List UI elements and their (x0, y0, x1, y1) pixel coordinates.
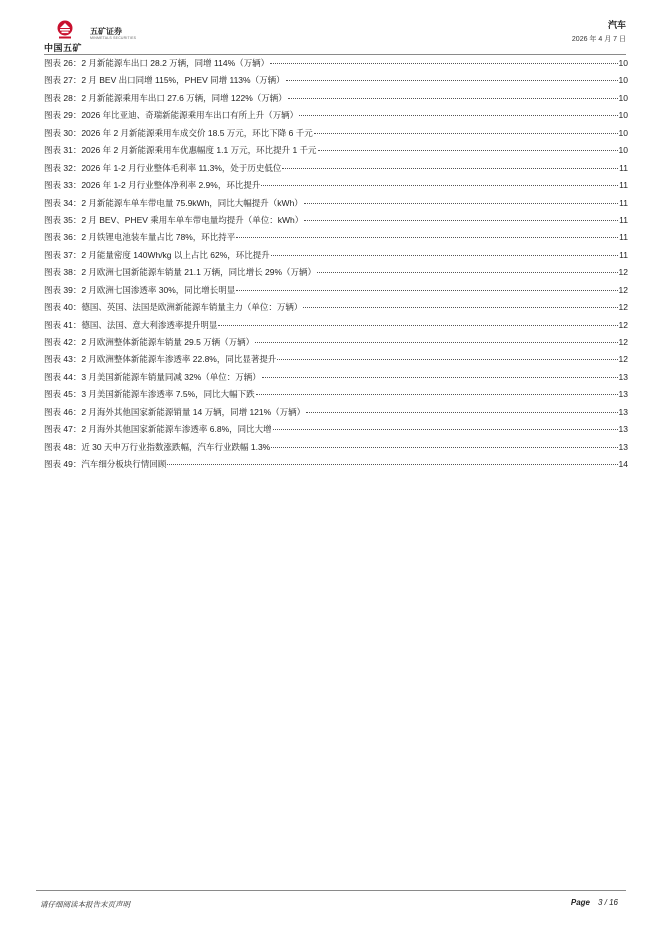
toc-entry-label: 图表 40：德国、英国、法国是欧洲新能源车销量主力（单位：万辆） (44, 302, 303, 313)
page-header (0, 0, 662, 55)
toc-entry-page: 12 (618, 284, 628, 295)
toc-entry-page: 12 (618, 337, 628, 347)
toc-dot-leader (299, 115, 617, 116)
toc-entry[interactable] (44, 92, 628, 109)
toc-entry-label: 图表 36：2 月铁锂电池装车量占比 78%，环比持平 (44, 232, 236, 243)
toc-entry-label: 图表 48：近 30 天申万行业指数涨跌幅，汽车行业跌幅 1.3% (44, 441, 271, 452)
toc-entry-label: 图表 44：3 月美国新能源车销量同减 32%（单位：万辆） (44, 371, 261, 382)
toc-entry[interactable] (44, 301, 628, 318)
toc-entry[interactable] (44, 423, 628, 440)
toc-entry[interactable] (44, 319, 628, 336)
toc-entry-page: 11 (619, 214, 628, 225)
toc-entry[interactable] (44, 458, 628, 475)
toc-dot-leader (303, 307, 617, 308)
toc-entry-page: 13 (618, 406, 628, 417)
toc-dot-leader (304, 203, 618, 204)
toc-dot-leader (218, 325, 617, 326)
footer-divider (36, 890, 626, 891)
toc-entry-label: 图表 47：2 月海外其他国家新能源车渗透率 6.8%，同比大增 (44, 424, 272, 435)
toc-dot-leader (304, 220, 618, 221)
report-sector: 汽车 (607, 20, 626, 30)
brand-name-en: MINMETALS SECURITIES (90, 36, 137, 40)
company-name-cn: 中国五矿 (44, 43, 83, 53)
toc-entry[interactable] (44, 109, 628, 126)
toc-entry-label: 图表 34：2 月新能源车单车带电量 75.9kWh，同比大幅提升（kWh） (44, 197, 303, 208)
toc-entry-page: 12 (618, 319, 628, 330)
toc-entry[interactable] (44, 353, 628, 370)
toc-dot-leader (317, 272, 617, 273)
toc-entry-label: 图表 30：2026 年 2 月新能源乘用车成交价 18.5 万元，环比下降 6 千元 (44, 127, 313, 138)
minmetals-logo-icon (56, 20, 74, 40)
toc-entry[interactable] (44, 388, 628, 405)
toc-dot-leader (271, 255, 618, 256)
toc-entry-label: 图表 46：2 月海外其他国家新能源销量 14 万辆，同增 121%（万辆） (44, 406, 306, 417)
toc-dot-leader (306, 412, 617, 413)
toc-entry[interactable] (44, 214, 628, 231)
toc-entry[interactable] (44, 197, 628, 214)
toc-entry-page: 10 (618, 92, 628, 103)
toc-entry-page: 11 (619, 197, 628, 208)
toc-entry-label: 图表 45：3 月美国新能源车渗透率 7.5%，同比大幅下跌 (44, 389, 255, 400)
toc-entry[interactable] (44, 371, 628, 388)
toc-entry[interactable] (44, 179, 628, 196)
report-date: 2026 年 4 月 7 日 (571, 36, 626, 43)
toc-entry-label: 图表 37：2 月能量密度 140Wh/kg 以上占比 62%，环比提升 (44, 249, 270, 260)
toc-entry[interactable] (44, 74, 628, 91)
toc-dot-leader (277, 359, 617, 360)
toc-entry-page: 13 (618, 389, 628, 400)
toc-dot-leader (256, 394, 618, 395)
page-number: 3 / 16 (597, 898, 618, 907)
toc-entry-page: 13 (618, 441, 628, 452)
toc-dot-leader (314, 133, 618, 134)
toc-entry-label: 图表 29：2026 年比亚迪、奇瑞新能源乘用车出口有所上升（万辆） (44, 110, 299, 121)
toc-entry[interactable] (44, 266, 628, 283)
toc-entry-page: 11 (619, 180, 628, 191)
toc-entry[interactable] (44, 144, 628, 161)
toc-dot-leader (271, 447, 617, 448)
toc-entry-label: 图表 41：德国、法国、意大利渗透率提升明显 (44, 319, 218, 330)
toc-dot-leader (270, 63, 617, 64)
toc-entry-page: 13 (618, 371, 628, 382)
toc-dot-leader (236, 290, 617, 291)
toc-entry-page: 12 (618, 302, 628, 313)
toc-entry-page: 11 (619, 249, 628, 260)
toc-dot-leader (273, 429, 618, 430)
toc-entry-page: 10 (618, 110, 628, 121)
toc-entry[interactable] (44, 162, 628, 179)
toc-entry[interactable] (44, 441, 628, 458)
header-divider (44, 54, 626, 55)
toc-dot-leader (262, 377, 618, 378)
toc-entry-page: 12 (618, 354, 628, 365)
toc-entry-label: 图表 32：2026 年 1-2 月行业整体毛利率 11.3%，处于历史低位 (44, 162, 282, 173)
table-of-figures (44, 57, 628, 476)
toc-entry[interactable] (44, 406, 628, 423)
page-label: Page (570, 898, 590, 907)
toc-dot-leader (288, 98, 618, 99)
toc-dot-leader (318, 150, 618, 151)
toc-entry-label: 图表 27：2 月 BEV 出口同增 115%，PHEV 同增 113%（万辆） (44, 75, 285, 86)
footer-disclaimer: 请仔细阅读本报告末页声明 (40, 900, 130, 909)
toc-entry[interactable] (44, 231, 628, 248)
toc-entry-label: 图表 31：2026 年 2 月新能源乘用车优惠幅度 1.1 万元，环比提升 1 千元 (44, 145, 317, 156)
brand-name-cn: 五矿证券 (90, 27, 122, 36)
toc-entry-page: 10 (618, 75, 628, 86)
toc-dot-leader (236, 237, 618, 238)
toc-dot-leader (282, 168, 618, 169)
toc-entry-page: 11 (619, 232, 628, 243)
toc-entry-page: 12 (618, 267, 628, 278)
toc-entry[interactable] (44, 284, 628, 301)
toc-entry-label: 图表 43：2 月欧洲整体新能源车渗透率 22.8%，同比显著提升 (44, 354, 277, 365)
toc-dot-leader (286, 80, 618, 81)
toc-entry-page: 13 (618, 424, 628, 435)
toc-entry-label: 图表 35：2 月 BEV、PHEV 乘用车单车带电量均提升（单位：kWh） (44, 214, 304, 225)
page-indicator (571, 898, 618, 907)
toc-entry-label: 图表 28：2 月新能源乘用车出口 27.6 万辆，同增 122%（万辆） (44, 92, 287, 103)
toc-entry-label: 图表 33：2026 年 1-2 月行业整体净利率 2.9%，环比提升 (44, 180, 261, 191)
toc-entry-label: 图表 38：2 月欧洲七国新能源车销量 21.1 万辆，同比增长 29%（万辆） (44, 267, 317, 278)
toc-entry-label: 图表 39：2 月欧洲七国渗透率 30%，同比增长明显 (44, 284, 236, 295)
toc-entry-label: 图表 26：2 月新能源车出口 28.2 万辆，同增 114%（万辆） (44, 58, 270, 68)
toc-dot-leader (261, 185, 618, 186)
toc-entry-page: 11 (619, 162, 628, 173)
company-logo (44, 20, 154, 52)
toc-dot-leader (167, 464, 617, 465)
toc-entry-page: 14 (618, 459, 628, 470)
toc-entry[interactable] (44, 249, 628, 266)
toc-entry[interactable] (44, 336, 628, 353)
toc-entry-label: 图表 42：2 月欧洲整体新能源车销量 29.5 万辆（万辆） (44, 337, 255, 347)
toc-dot-leader (255, 342, 617, 343)
toc-entry[interactable] (44, 127, 628, 144)
toc-entry-label: 图表 49：汽车细分板块行情回顾 (44, 459, 167, 470)
toc-entry[interactable] (44, 57, 628, 74)
toc-entry-page: 10 (618, 145, 628, 156)
toc-entry-page: 10 (618, 127, 628, 138)
toc-entry-page: 10 (618, 58, 628, 68)
